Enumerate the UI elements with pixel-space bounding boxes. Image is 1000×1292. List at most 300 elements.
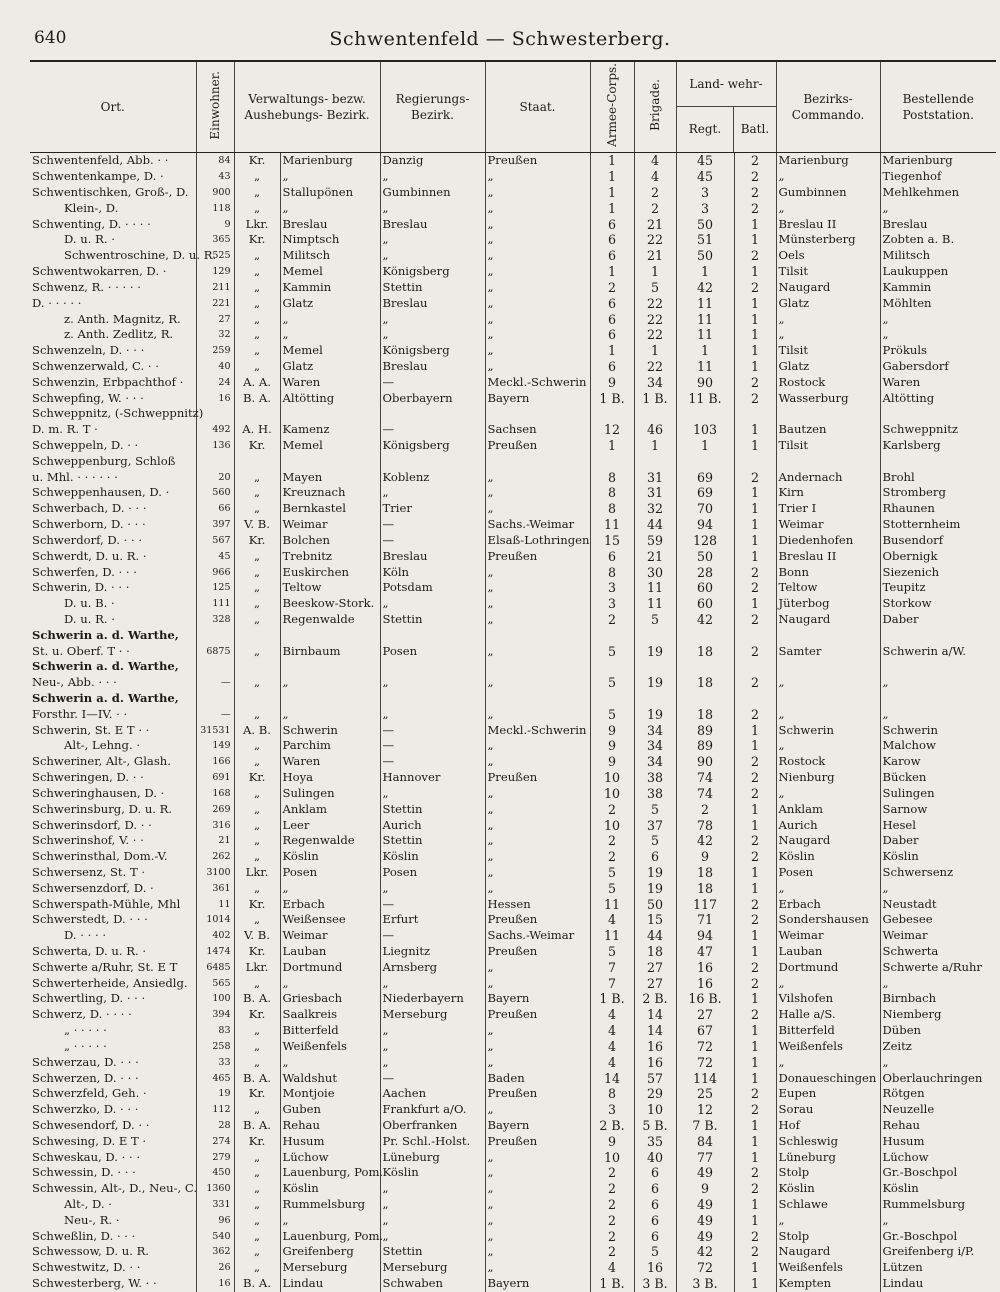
armee-cell: 2 xyxy=(590,1197,634,1213)
regierung-cell: Breslau xyxy=(380,216,485,232)
staat-cell: „ xyxy=(485,200,590,216)
armee-cell: 8 xyxy=(590,469,634,485)
table-row xyxy=(30,627,996,643)
verwaltung-cell: Sulingen xyxy=(280,786,380,802)
ort-cell: Neu-, Abb. · · · xyxy=(32,675,117,690)
table-row xyxy=(30,1054,996,1070)
regierung-cell: Posen xyxy=(380,643,485,659)
einwohner-cell: 269 xyxy=(196,801,234,817)
brigade-cell xyxy=(634,691,676,707)
armee-cell: 1 B. xyxy=(590,991,634,1007)
table-row xyxy=(30,295,996,311)
regt-cell: 60 xyxy=(676,580,734,596)
post-cell: Militsch xyxy=(880,248,996,264)
armee-cell: 1 xyxy=(590,200,634,216)
table-row xyxy=(30,959,996,975)
table-row xyxy=(30,264,996,280)
ort-cell: Schwertling, D. · · · xyxy=(32,991,146,1006)
ort-cell: D. m. R. T · xyxy=(32,422,98,437)
armee-cell: 5 xyxy=(590,643,634,659)
ort-cell: Schwerdt, D. u. R. · xyxy=(32,548,147,563)
header-regierung: Regierungs- Bezirk. xyxy=(380,61,485,153)
armee-cell: 4 xyxy=(590,1039,634,1055)
ort-cell: Schwerzko, D. · · · xyxy=(32,1102,139,1117)
regierung-cell: Oberfranken xyxy=(380,1118,485,1134)
batl-cell: 1 xyxy=(734,1197,776,1213)
regierung-cell: Breslau xyxy=(380,359,485,375)
einwohner-cell: 262 xyxy=(196,849,234,865)
staat-cell: „ xyxy=(485,280,590,296)
regierung-cell: Stettin xyxy=(380,612,485,628)
table-row xyxy=(30,817,996,833)
regt-cell: 16 xyxy=(676,959,734,975)
batl-cell: 1 xyxy=(734,1118,776,1134)
verwaltung-cell: Beeskow-Stork. xyxy=(280,596,380,612)
staat-cell: „ xyxy=(485,264,590,280)
brigade-cell: 15 xyxy=(634,912,676,928)
verwaltung-cell: Waren xyxy=(280,754,380,770)
table-row xyxy=(30,1086,996,1102)
einwohner-cell: 1014 xyxy=(196,912,234,928)
verwaltung-cell: „ xyxy=(280,880,380,896)
einwohner-cell: 3100 xyxy=(196,865,234,881)
regt-cell: 49 xyxy=(676,1228,734,1244)
verwaltung-cell: Euskirchen xyxy=(280,564,380,580)
verwaltung-cell: Dortmund xyxy=(280,959,380,975)
regt-cell xyxy=(676,406,734,422)
verwaltung-cell: Saalkreis xyxy=(280,1007,380,1023)
post-cell: Breslau xyxy=(880,216,996,232)
abk-cell: „ xyxy=(234,248,280,264)
armee-cell: 2 xyxy=(590,1228,634,1244)
staat-cell: „ xyxy=(485,865,590,881)
kommando-cell: Posen xyxy=(776,865,880,881)
post-cell: Niemberg xyxy=(880,1007,996,1023)
brigade-cell: 31 xyxy=(634,485,676,501)
einwohner-cell: 45 xyxy=(196,548,234,564)
batl-cell: 1 xyxy=(734,928,776,944)
einwohner-cell: 525 xyxy=(196,248,234,264)
armee-cell: 6 xyxy=(590,232,634,248)
abk-cell: „ xyxy=(234,849,280,865)
staat-cell xyxy=(485,453,590,469)
ort-cell: Schwerstedt, D. · · · xyxy=(32,912,148,927)
regierung-cell: Hannover xyxy=(380,770,485,786)
staat-cell xyxy=(485,406,590,422)
armee-cell: 9 xyxy=(590,754,634,770)
kommando-cell: Sondershausen xyxy=(776,912,880,928)
brigade-cell: 27 xyxy=(634,959,676,975)
regierung-cell: Potsdam xyxy=(380,580,485,596)
armee-cell xyxy=(590,691,634,707)
batl-cell: 2 xyxy=(734,280,776,296)
brigade-cell: 22 xyxy=(634,232,676,248)
staat-cell: „ xyxy=(485,1260,590,1276)
brigade-cell xyxy=(634,406,676,422)
brigade-cell: 29 xyxy=(634,1086,676,1102)
armee-cell: 9 xyxy=(590,1133,634,1149)
batl-cell: 1 xyxy=(734,343,776,359)
batl-cell: 2 xyxy=(734,200,776,216)
staat-cell: Bayern xyxy=(485,390,590,406)
post-cell: Möhlten xyxy=(880,295,996,311)
ort-cell: Schweppeln, D. · · xyxy=(32,438,139,453)
armee-cell: 2 xyxy=(590,1212,634,1228)
brigade-cell: 16 xyxy=(634,1260,676,1276)
post-cell: Storkow xyxy=(880,596,996,612)
einwohner-cell: 565 xyxy=(196,975,234,991)
abk-cell: B. A. xyxy=(234,1070,280,1086)
regierung-cell: — xyxy=(380,928,485,944)
kommando-cell: Samter xyxy=(776,643,880,659)
staat-cell: Baden xyxy=(485,1070,590,1086)
batl-cell: 1 xyxy=(734,991,776,1007)
brigade-cell: 46 xyxy=(634,422,676,438)
ort-cell: Schwerin a. d. Warthe, xyxy=(32,691,179,706)
abk-cell: „ xyxy=(234,1197,280,1213)
abk-cell: „ xyxy=(234,1212,280,1228)
kommando-cell: Tilsit xyxy=(776,343,880,359)
armee-cell: 6 xyxy=(590,295,634,311)
verwaltung-cell: Memel xyxy=(280,438,380,454)
regierung-cell: Koblenz xyxy=(380,469,485,485)
post-cell: „ xyxy=(880,975,996,991)
armee-cell: 2 xyxy=(590,280,634,296)
verwaltung-cell: Lüchow xyxy=(280,1149,380,1165)
table-row xyxy=(30,216,996,232)
regierung-cell: „ xyxy=(380,1039,485,1055)
staat-cell: „ xyxy=(485,1181,590,1197)
staat-cell: „ xyxy=(485,612,590,628)
armee-cell: 7 xyxy=(590,959,634,975)
regierung-cell: Liegnitz xyxy=(380,944,485,960)
armee-cell: 8 xyxy=(590,564,634,580)
kommando-cell: Dortmund xyxy=(776,959,880,975)
table-row xyxy=(30,1133,996,1149)
armee-cell: 4 xyxy=(590,1007,634,1023)
staat-cell xyxy=(485,627,590,643)
kommando-cell: Anklam xyxy=(776,801,880,817)
regt-cell: 77 xyxy=(676,1149,734,1165)
brigade-cell xyxy=(634,627,676,643)
post-cell: Schwerin a/W. xyxy=(880,643,996,659)
regierung-cell: Aachen xyxy=(380,1086,485,1102)
brigade-cell: 40 xyxy=(634,1149,676,1165)
abk-cell: Kr. xyxy=(234,438,280,454)
kommando-cell: Andernach xyxy=(776,469,880,485)
verwaltung-cell: Lauenburg, Pom. xyxy=(280,1165,380,1181)
armee-cell: 1 B. xyxy=(590,390,634,406)
post-cell: Düben xyxy=(880,1023,996,1039)
brigade-cell: 4 xyxy=(634,153,676,169)
abk-cell: „ xyxy=(234,485,280,501)
einwohner-cell: 31531 xyxy=(196,722,234,738)
staat-cell: Preußen xyxy=(485,548,590,564)
batl-cell xyxy=(734,453,776,469)
staat-cell: Meckl.-Schwerin xyxy=(485,722,590,738)
header-verwaltung: Verwaltungs- bezw. Aushebungs- Bezirk. xyxy=(234,61,380,153)
regt-cell: 78 xyxy=(676,817,734,833)
batl-cell: 1 xyxy=(734,517,776,533)
brigade-cell: 34 xyxy=(634,722,676,738)
table-row xyxy=(30,517,996,533)
staat-cell: Hessen xyxy=(485,896,590,912)
armee-cell: 10 xyxy=(590,817,634,833)
verwaltung-cell: Parchim xyxy=(280,738,380,754)
post-cell: Lüchow xyxy=(880,1149,996,1165)
staat-cell: „ xyxy=(485,185,590,201)
regierung-cell: Königsberg xyxy=(380,343,485,359)
table-body xyxy=(30,153,996,1292)
regt-cell: 3 xyxy=(676,200,734,216)
ort-cell: Schwerborn, D. · · · xyxy=(32,517,146,532)
table-row xyxy=(30,928,996,944)
kommando-cell: Breslau II xyxy=(776,548,880,564)
armee-cell: 3 xyxy=(590,1102,634,1118)
regt-cell: 94 xyxy=(676,517,734,533)
regt-cell: 28 xyxy=(676,564,734,580)
staat-cell: „ xyxy=(485,786,590,802)
staat-cell: Meckl.-Schwerin xyxy=(485,374,590,390)
regierung-cell: — xyxy=(380,533,485,549)
table-row xyxy=(30,786,996,802)
batl-cell: 2 xyxy=(734,612,776,628)
armee-cell xyxy=(590,453,634,469)
staat-cell: „ xyxy=(485,311,590,327)
verwaltung-cell xyxy=(280,627,380,643)
post-cell: Busendorf xyxy=(880,533,996,549)
ort-cell: Neu-, R. · xyxy=(64,1212,120,1227)
kommando-cell: Weißenfels xyxy=(776,1039,880,1055)
brigade-cell: 1 xyxy=(634,264,676,280)
batl-cell: 1 xyxy=(734,1149,776,1165)
table-row xyxy=(30,865,996,881)
kommando-cell: Rostock xyxy=(776,754,880,770)
kommando-cell: Stolp xyxy=(776,1228,880,1244)
staat-cell xyxy=(485,691,590,707)
ort-cell: Schwerinsburg, D. u. R. xyxy=(32,801,173,816)
armee-cell: 10 xyxy=(590,1149,634,1165)
post-cell: Schwerin xyxy=(880,722,996,738)
abk-cell: „ xyxy=(234,295,280,311)
staat-cell: Sachsen xyxy=(485,422,590,438)
batl-cell: 2 xyxy=(734,469,776,485)
batl-cell: 2 xyxy=(734,248,776,264)
brigade-cell: 19 xyxy=(634,865,676,881)
kommando-cell: Weißenfels xyxy=(776,1260,880,1276)
ort-cell: Schweringhausen, D. · xyxy=(32,785,165,800)
armee-cell: 11 xyxy=(590,928,634,944)
post-cell: Rehau xyxy=(880,1118,996,1134)
table-row xyxy=(30,1070,996,1086)
staat-cell: „ xyxy=(485,1228,590,1244)
table-row xyxy=(30,422,996,438)
table-row xyxy=(30,311,996,327)
batl-cell: 1 xyxy=(734,1133,776,1149)
verwaltung-cell: Leer xyxy=(280,817,380,833)
post-cell: Rummelsburg xyxy=(880,1197,996,1213)
abk-cell xyxy=(234,406,280,422)
kommando-cell: Nienburg xyxy=(776,770,880,786)
staat-cell: „ xyxy=(485,833,590,849)
ort-cell: z. Anth. Zedlitz, R. xyxy=(64,327,174,342)
table-row xyxy=(30,406,996,422)
abk-cell: Lkr. xyxy=(234,865,280,881)
regierung-cell: Breslau xyxy=(380,548,485,564)
einwohner-cell: 567 xyxy=(196,533,234,549)
table-row xyxy=(30,485,996,501)
staat-cell: „ xyxy=(485,738,590,754)
regierung-cell: Stettin xyxy=(380,801,485,817)
post-cell: Bücken xyxy=(880,770,996,786)
staat-cell: Bayern xyxy=(485,1118,590,1134)
brigade-cell: 10 xyxy=(634,1102,676,1118)
batl-cell: 2 xyxy=(734,185,776,201)
abk-cell: „ xyxy=(234,880,280,896)
ort-cell: Schwerzau, D. · · · xyxy=(32,1054,139,1069)
abk-cell: B. A. xyxy=(234,390,280,406)
einwohner-cell: 20 xyxy=(196,469,234,485)
ort-cell: Schwestwitz, D. · · xyxy=(32,1260,141,1275)
regt-cell: 69 xyxy=(676,469,734,485)
kommando-cell: „ xyxy=(776,738,880,754)
batl-cell: 2 xyxy=(734,833,776,849)
regierung-cell: Erfurt xyxy=(380,912,485,928)
regt-cell: 11 xyxy=(676,327,734,343)
armee-cell: 8 xyxy=(590,485,634,501)
regt-cell: 27 xyxy=(676,1007,734,1023)
staat-cell xyxy=(485,659,590,675)
ort-cell: Schwenting, D. · · · · xyxy=(32,216,151,231)
batl-cell: 1 xyxy=(734,216,776,232)
ort-cell: Schwepfing, W. · · · xyxy=(32,390,144,405)
brigade-cell: 5 xyxy=(634,612,676,628)
armee-cell: 2 xyxy=(590,612,634,628)
einwohner-cell: 16 xyxy=(196,390,234,406)
armee-cell: 2 xyxy=(590,1165,634,1181)
staat-cell: „ xyxy=(485,1054,590,1070)
batl-cell: 2 xyxy=(734,564,776,580)
ort-cell: Schwerbach, D. · · · xyxy=(32,501,147,516)
verwaltung-cell: Waren xyxy=(280,374,380,390)
regt-cell: 42 xyxy=(676,1244,734,1260)
post-cell: Marienburg xyxy=(880,153,996,169)
regierung-cell: Köslin xyxy=(380,849,485,865)
armee-cell: 4 xyxy=(590,1260,634,1276)
abk-cell: „ xyxy=(234,1039,280,1055)
regt-cell: 18 xyxy=(676,643,734,659)
staat-cell: Sachs.-Weimar xyxy=(485,517,590,533)
table-row xyxy=(30,675,996,691)
ort-cell: Schweppenburg, Schloß xyxy=(32,453,176,468)
verwaltung-cell: Kreuznach xyxy=(280,485,380,501)
einwohner-cell: 1474 xyxy=(196,944,234,960)
table-row xyxy=(30,232,996,248)
kommando-cell: „ xyxy=(776,1054,880,1070)
brigade-cell: 16 xyxy=(634,1039,676,1055)
verwaltung-cell: Kamenz xyxy=(280,422,380,438)
batl-cell: 2 xyxy=(734,754,776,770)
einwohner-cell: 149 xyxy=(196,738,234,754)
regt-cell: 1 xyxy=(676,438,734,454)
verwaltung-cell: Trebnitz xyxy=(280,548,380,564)
armee-cell xyxy=(590,406,634,422)
verwaltung-cell: „ xyxy=(280,706,380,722)
einwohner-cell: 361 xyxy=(196,880,234,896)
page-number: 640 xyxy=(34,28,67,48)
brigade-cell: 2 xyxy=(634,185,676,201)
brigade-cell: 2 B. xyxy=(634,991,676,1007)
batl-cell: 1 xyxy=(734,533,776,549)
staat-cell: Preußen xyxy=(485,944,590,960)
brigade-cell: 18 xyxy=(634,944,676,960)
header-landwehr: Land- wehr- Regt. Batl. xyxy=(676,61,776,153)
armee-cell: 2 xyxy=(590,1181,634,1197)
abk-cell: Kr. xyxy=(234,1086,280,1102)
table-row xyxy=(30,1197,996,1213)
post-cell: Kammin xyxy=(880,280,996,296)
verwaltung-cell: Posen xyxy=(280,865,380,881)
staat-cell: „ xyxy=(485,232,590,248)
ort-cell: Schwerinsthal, Dom.-V. xyxy=(32,849,168,864)
armee-cell: 1 xyxy=(590,185,634,201)
abk-cell: Kr. xyxy=(234,533,280,549)
abk-cell: „ xyxy=(234,1260,280,1276)
regt-cell: 51 xyxy=(676,232,734,248)
abk-cell: „ xyxy=(234,564,280,580)
staat-cell: „ xyxy=(485,849,590,865)
post-cell: Brohl xyxy=(880,469,996,485)
batl-cell: 1 xyxy=(734,311,776,327)
kommando-cell: Lauban xyxy=(776,944,880,960)
einwohner-cell: 492 xyxy=(196,422,234,438)
ort-cell: Schwerdorf, D. · · · xyxy=(32,532,143,547)
abk-cell: „ xyxy=(234,469,280,485)
verwaltung-cell: „ xyxy=(280,1054,380,1070)
armee-cell: 1 xyxy=(590,153,634,169)
regt-cell: 60 xyxy=(676,596,734,612)
armee-cell: 12 xyxy=(590,422,634,438)
armee-cell: 4 xyxy=(590,912,634,928)
ort-cell: Klein-, D. xyxy=(64,200,119,215)
regt-cell: 90 xyxy=(676,374,734,390)
einwohner-cell: 394 xyxy=(196,1007,234,1023)
verwaltung-cell: Köslin xyxy=(280,1181,380,1197)
staat-cell: „ xyxy=(485,801,590,817)
staat-cell: „ xyxy=(485,975,590,991)
batl-cell: 2 xyxy=(734,1244,776,1260)
einwohner-cell: 900 xyxy=(196,185,234,201)
kommando-cell: Münsterberg xyxy=(776,232,880,248)
verwaltung-cell: „ xyxy=(280,1212,380,1228)
table-row xyxy=(30,580,996,596)
kommando-cell: Diedenhofen xyxy=(776,533,880,549)
batl-cell: 1 xyxy=(734,880,776,896)
batl-cell: 1 xyxy=(734,485,776,501)
header-staat: Staat. xyxy=(485,61,590,153)
armee-cell: 6 xyxy=(590,248,634,264)
batl-cell: 1 xyxy=(734,722,776,738)
abk-cell: „ xyxy=(234,1228,280,1244)
einwohner-cell: 1360 xyxy=(196,1181,234,1197)
armee-cell xyxy=(590,659,634,675)
regierung-cell: Schwaben xyxy=(380,1276,485,1292)
table-row xyxy=(30,169,996,185)
batl-cell: 1 xyxy=(734,232,776,248)
einwohner-cell: 66 xyxy=(196,501,234,517)
armee-cell: 9 xyxy=(590,722,634,738)
kommando-cell: Glatz xyxy=(776,359,880,375)
